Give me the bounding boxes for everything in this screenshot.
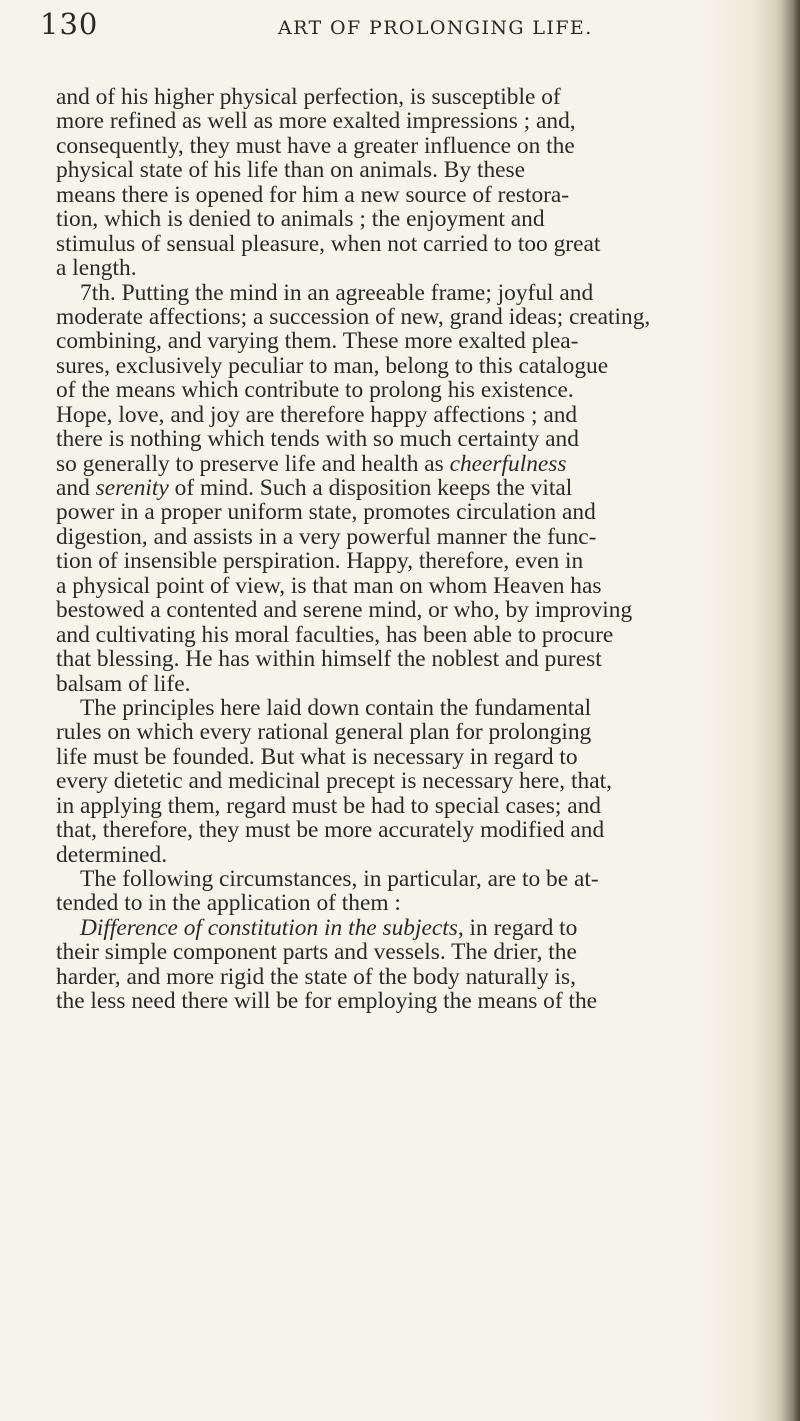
text-run: of the means which contribute to prolong his existence. xyxy=(56,377,574,404)
text-line xyxy=(56,818,796,842)
text-run: , in regard to xyxy=(457,914,578,941)
text-line xyxy=(56,378,796,402)
body-text xyxy=(56,85,796,1014)
text-run: so generally to preserve life and health as xyxy=(56,450,450,477)
text-line xyxy=(56,891,796,915)
text-line xyxy=(56,574,796,598)
page-header xyxy=(40,7,760,47)
text-run: harder, and more rigid the state of the body naturally is, xyxy=(56,963,576,990)
text-run: moderate affections; a succession of new, grand ideas; creating, xyxy=(56,303,651,330)
text-run: consequently, they must have a greater influence on the xyxy=(56,132,575,159)
page-edge-shadow xyxy=(782,0,800,1421)
text-line xyxy=(56,452,796,476)
text-line xyxy=(56,696,796,720)
text-line xyxy=(56,769,796,793)
text-run: there is nothing which tends with so much certainty and xyxy=(56,426,579,453)
text-run: The principles here laid down contain the fundamental xyxy=(80,694,592,721)
text-line xyxy=(56,281,796,305)
text-run: digestion, and assists in a very powerful manner the func- xyxy=(56,523,597,550)
text-line xyxy=(56,623,796,647)
text-line xyxy=(56,85,796,109)
text-run: sures, exclusively peculiar to man, belong to this catalogue xyxy=(56,352,609,379)
text-run: a length. xyxy=(56,255,137,282)
text-line xyxy=(56,403,796,427)
text-run: in applying them, regard must be had to special cases; and xyxy=(56,792,601,819)
text-run: Hope, love, and joy are therefore happy affections ; and xyxy=(56,401,578,428)
text-line xyxy=(56,500,796,524)
text-line xyxy=(56,843,796,867)
text-line xyxy=(56,672,796,696)
text-run: rules on which every rational general plan for prolonging xyxy=(56,719,592,746)
text-run: power in a proper uniform state, promotes circulation and xyxy=(56,499,596,526)
text-line xyxy=(56,329,796,353)
text-line xyxy=(56,549,796,573)
text-run: their simple component parts and vessels. The drier, the xyxy=(56,939,577,966)
text-line xyxy=(56,989,796,1013)
text-run: that blessing. He has within himself the noblest and purest xyxy=(56,646,602,673)
text-line xyxy=(56,232,796,256)
text-run: stimulus of sensual pleasure, when not carried to too great xyxy=(56,230,601,257)
text-run: tended to in the application of them : xyxy=(56,890,401,917)
text-run: and cultivating his moral faculties, has been able to procure xyxy=(56,621,614,648)
text-line xyxy=(56,598,796,622)
text-run: tion of insensible perspiration. Happy, therefore, even in xyxy=(56,548,584,575)
running-title: ART OF PROLONGING LIFE. xyxy=(278,17,593,39)
text-run: that, therefore, they must be more accurately modified and xyxy=(56,817,605,844)
text-run: tion, which is denied to animals ; the enjoyment and xyxy=(56,206,545,233)
italic-text: serenity xyxy=(95,475,169,501)
text-line xyxy=(56,647,796,671)
text-line xyxy=(56,940,796,964)
text-line xyxy=(56,354,796,378)
text-run: life must be founded. But what is necessary in regard to xyxy=(56,743,578,770)
text-line xyxy=(56,305,796,329)
text-line xyxy=(56,916,796,940)
text-line xyxy=(56,525,796,549)
text-run: physical state of his life than on animals. By these xyxy=(56,157,526,184)
text-run: of mind. Such a disposition keeps the vital xyxy=(168,475,573,501)
text-line xyxy=(56,256,796,280)
text-run: every dietetic and medicinal precept is necessary here, that, xyxy=(56,768,612,795)
text-line xyxy=(56,207,796,231)
text-line xyxy=(56,427,796,451)
text-line xyxy=(56,965,796,989)
text-run: bestowed a contented and serene mind, or who, by improving xyxy=(56,597,633,624)
page-number: 130 xyxy=(40,7,99,41)
text-run: determined. xyxy=(56,841,168,868)
text-line xyxy=(56,794,796,818)
text-line xyxy=(56,867,796,891)
text-run: and xyxy=(56,475,96,501)
text-line xyxy=(56,158,796,182)
text-run: balsam of life. xyxy=(56,670,191,697)
text-run: more refined as well as more exalted impressions ; and, xyxy=(56,108,576,135)
text-run: a physical point of view, is that man on whom Heaven has xyxy=(56,572,602,599)
text-run: means there is opened for him a new source of restora- xyxy=(56,181,570,208)
text-line xyxy=(56,134,796,158)
text-run: the less need there will be for employing the means of the xyxy=(56,988,598,1015)
text-run: combining, and varying them. These more exalted plea- xyxy=(56,328,579,355)
text-run: The following circumstances, in particular, are to be at- xyxy=(80,866,599,892)
text-line xyxy=(56,476,796,500)
text-run: 7th. Putting the mind in an agreeable frame; joyful and xyxy=(80,279,594,306)
text-line xyxy=(56,720,796,744)
text-line xyxy=(56,109,796,133)
text-line xyxy=(56,745,796,769)
italic-text: Difference of constitution in the subjects xyxy=(80,914,458,941)
text-line xyxy=(56,183,796,207)
text-run: and of his higher physical perfection, is susceptible of xyxy=(56,84,561,110)
italic-text: cheerfulness xyxy=(449,450,567,477)
